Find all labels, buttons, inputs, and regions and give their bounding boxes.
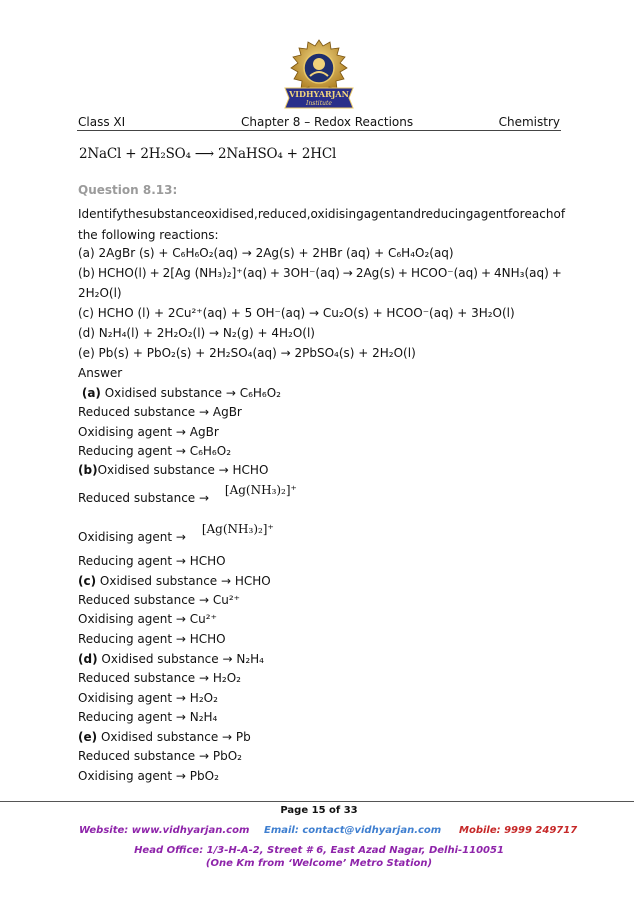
header-class: Class XI	[78, 115, 126, 129]
silver-ammine-complex-2: [Ag(NH₃)₂]⁺	[201, 522, 274, 536]
answer-b-reduced: Reduced substance → [Ag(NH₃)₂]⁺	[78, 483, 297, 505]
page-header	[77, 114, 561, 131]
intro-word: agent	[363, 207, 399, 221]
part-b-tag: (b)	[78, 463, 98, 477]
reaction-c: (c) HCHO (l) + 2Cu²⁺(aq) + 5 OH⁻(aq) → Cu₂O(s) + HCOO⁻(aq) + 3H₂O(l)	[78, 306, 515, 320]
vidhyarjan-logo	[279, 38, 359, 114]
answer-label: Answer	[78, 366, 123, 380]
header-subject: Chemistry	[498, 115, 560, 129]
intro-line-2: the following reactions:	[78, 228, 219, 242]
question-title: Question 8.13:	[78, 183, 178, 197]
part-e-tag: (e)	[78, 730, 98, 744]
answer-c-oxidising-agent: Oxidising agent → Cu²⁺	[78, 612, 217, 626]
answer-a-oxidising-agent: Oxidising agent → AgBr	[78, 425, 219, 439]
logo-line2: Institute	[306, 100, 332, 107]
answer-a-reduced: Reduced substance → AgBr	[78, 405, 242, 419]
answer-c-oxidised: (c) Oxidised substance → HCHO	[78, 574, 271, 588]
answer-d-oxidised: (d) Oxidised substance → N₂H₄	[78, 652, 264, 666]
intro-word: for	[508, 207, 525, 221]
reaction-b-line-2: 2H₂O(l)	[78, 286, 122, 300]
answer-e-reduced: Reduced substance → PbO₂	[78, 749, 242, 763]
reaction-b-word: +	[551, 266, 562, 280]
intro-line-1	[78, 207, 566, 221]
intro-word: oxidising	[310, 207, 364, 221]
footer-mobile: Mobile: 9999 249717	[459, 825, 578, 836]
part-d-tag: (d)	[78, 652, 98, 666]
footer-office-address: Head Office: 1/3-H-A-2, Street # 6, East Azad Nagar, Delhi-110051	[134, 845, 504, 856]
intro-word: oxidised,	[204, 207, 258, 221]
reaction-e: (e) Pb(s) + PbO₂(s) + 2H₂SO₄(aq) → 2PbSO₄(s) + 2H₂O(l)	[78, 346, 416, 360]
answer-a-reducing-agent: Reducing agent → C₆H₆O₂	[78, 444, 231, 458]
intro-word: reducing	[420, 207, 474, 221]
reaction-b-word: +	[397, 266, 408, 280]
reaction-b-word: →	[342, 266, 353, 280]
answer-b-oxidised: (b)Oxidised substance → HCHO	[78, 463, 269, 477]
footer-office-landmark: (One Km from ‘Welcome’ Metro Station)	[205, 858, 433, 869]
answer-e-oxidised: (e) Oxidised substance → Pb	[78, 730, 251, 744]
answer-d-reducing-agent: Reducing agent → N₂H₄	[78, 710, 218, 724]
intro-word: agent	[473, 207, 509, 221]
answer-c-reducing-agent: Reducing agent → HCHO	[78, 632, 226, 646]
intro-word: each	[524, 207, 554, 221]
answer-b-oxidising-agent: Oxidising agent → [Ag(NH₃)₂]⁺	[78, 522, 274, 544]
intro-word: and	[398, 207, 421, 221]
top-equation: 2NaCl + 2H₂SO₄ ⟶ 2NaHSO₄ + 2HCl	[79, 146, 337, 162]
part-a-tag: (a)	[81, 386, 101, 400]
intro-word: Identify	[78, 207, 124, 221]
reaction-b-word: +	[269, 266, 280, 280]
footer-website[interactable]: Website: www.vidhyarjan.com	[79, 825, 250, 836]
reaction-b-word: HCOO⁻(aq)	[410, 266, 478, 280]
reaction-a: (a) 2AgBr (s) + C₆H₆O₂(aq) → 2Ag(s) + 2HBr (aq) + C₆H₄O₂(aq)	[78, 246, 454, 260]
reaction-b-word: +	[480, 266, 491, 280]
reaction-b-line-1	[78, 266, 562, 280]
answer-e-oxidising-agent: Oxidising agent → PbO₂	[78, 769, 219, 783]
intro-word: reduced,	[257, 207, 311, 221]
header-chapter: Chapter 8 – Redox Reactions	[241, 115, 414, 129]
reaction-b-word: 2[Ag (NH₃)₂]⁺(aq)	[162, 266, 267, 280]
intro-word: of	[553, 207, 566, 221]
answer-a-oxidised: (a) Oxidised substance → C₆H₆O₂	[81, 386, 281, 400]
reaction-b-word: (b)	[78, 266, 95, 280]
footer-divider	[0, 801, 634, 802]
answer-d-oxidising-agent: Oxidising agent → H₂O₂	[78, 691, 218, 705]
answer-c-reduced: Reduced substance → Cu²⁺	[78, 593, 240, 607]
page-number: Page 15 of 33	[280, 805, 358, 816]
logo-line1: VIDHYARJAN	[289, 89, 349, 99]
reaction-b-word: 4NH₃(aq)	[494, 266, 549, 280]
footer-email[interactable]: Email: contact@vidhyarjan.com	[264, 825, 442, 836]
reaction-b-word: +	[149, 266, 160, 280]
reaction-b-word: 3OH⁻(aq)	[282, 266, 340, 280]
answer-b-reducing-agent: Reducing agent → HCHO	[78, 554, 226, 568]
silver-ammine-complex: [Ag(NH₃)₂]⁺	[224, 483, 297, 497]
reaction-b-word: HCHO(l)	[97, 266, 147, 280]
reaction-b-word: 2Ag(s)	[355, 266, 395, 280]
part-c-tag: (c)	[78, 574, 97, 588]
intro-word: substance	[143, 207, 205, 221]
answer-d-reduced: Reduced substance → H₂O₂	[78, 671, 241, 685]
reaction-d: (d) N₂H₄(l) + 2H₂O₂(l) → N₂(g) + 4H₂O(l)	[78, 326, 315, 340]
intro-word: the	[123, 207, 144, 221]
